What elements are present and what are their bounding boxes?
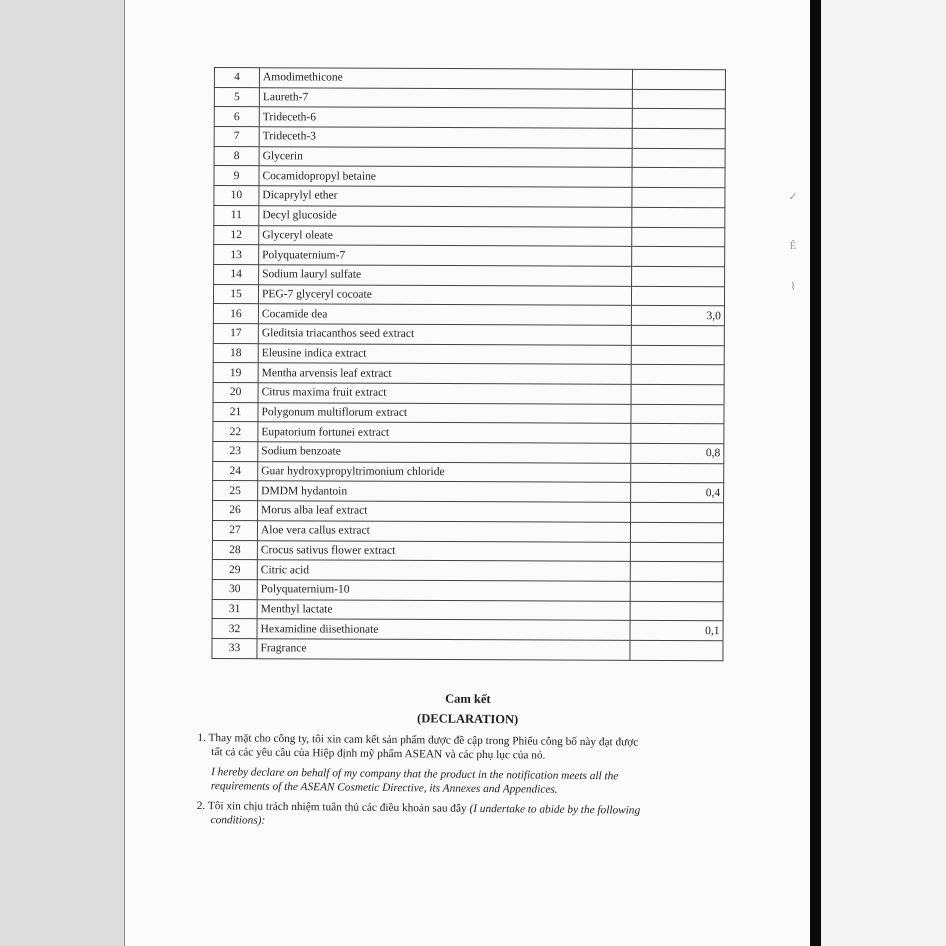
row-number-cell: 32 <box>212 619 257 639</box>
ingredient-name-cell: Glyceryl oleate <box>259 225 632 246</box>
concentration-cell <box>631 325 724 345</box>
concentration-cell <box>632 109 725 129</box>
table-row <box>212 599 723 621</box>
ingredient-name-cell: Eleusine indica extract <box>258 343 631 364</box>
ingredient-name-cell: Morus alba leaf extract <box>258 501 631 522</box>
ingredient-name-cell: Citric acid <box>257 560 630 581</box>
table-row <box>214 68 725 90</box>
ingredient-name-cell: Guar hydroxypropyltrimonium chloride <box>258 461 631 482</box>
declaration-item-1-en-line-1: I hereby declare on behalf of my company that the product in the notification meets all the <box>211 766 619 783</box>
ingredient-name-cell: Polyquaternium-7 <box>259 245 632 266</box>
row-number-cell: 30 <box>212 579 257 599</box>
row-number-cell: 18 <box>213 343 258 363</box>
margin-stamp-mark: ✓ <box>788 191 798 203</box>
ingredient-name-cell: Glycerin <box>259 146 632 167</box>
concentration-cell <box>630 601 723 621</box>
row-number-cell: 19 <box>213 363 258 383</box>
ingredient-name-cell: Decyl glucoside <box>259 206 632 227</box>
ingredient-name-cell: Menthyl lactate <box>257 599 630 620</box>
row-number-cell: 21 <box>213 402 258 422</box>
table-row <box>214 205 725 227</box>
table-row <box>214 107 725 129</box>
ingredient-name-cell: Fragrance <box>257 639 630 660</box>
table-row <box>213 501 724 523</box>
row-number-cell: 7 <box>214 127 259 147</box>
table-row <box>214 264 725 286</box>
table-row <box>214 245 725 267</box>
ingredient-name-cell: Trideceth-3 <box>259 127 632 148</box>
margin-stamp-mark: ⌇ <box>790 281 796 293</box>
ingredients-table-body <box>212 68 726 661</box>
concentration-cell <box>632 148 725 168</box>
table-row <box>214 225 725 247</box>
table-row <box>214 166 725 188</box>
table-row <box>212 638 723 660</box>
ingredient-name-cell: Sodium lauryl sulfate <box>259 265 632 286</box>
ingredient-name-cell: Polyquaternium-10 <box>257 580 630 601</box>
row-number-cell: 12 <box>214 225 259 245</box>
concentration-cell <box>632 227 725 247</box>
concentration-cell <box>632 247 725 267</box>
declaration-item-2-en: (I undertake to abide by the following <box>469 802 641 817</box>
table-row <box>214 87 725 109</box>
concentration-cell: 0,8 <box>631 443 724 463</box>
concentration-cell <box>631 286 724 306</box>
row-number-cell: 23 <box>213 442 258 462</box>
table-row <box>213 343 724 365</box>
row-number-cell: 11 <box>214 205 259 225</box>
declaration-item-2-line-2: conditions): <box>210 814 266 827</box>
row-number-cell: 33 <box>212 638 257 658</box>
concentration-cell <box>631 502 724 522</box>
declaration-item-1-en-line-2: requirements of the ASEAN Cosmetic Directive, its Annexes and Appendices. <box>210 780 558 796</box>
table-row <box>212 579 723 601</box>
concentration-cell <box>630 562 723 582</box>
concentration-cell <box>630 581 723 601</box>
concentration-cell <box>630 522 723 542</box>
declaration-item-1-vi-line-2: tất cả các yêu cầu của Hiệp định mỹ phẩm ASEAN và các phụ lục của nó. <box>211 746 546 762</box>
row-number-cell: 22 <box>213 422 258 442</box>
table-row <box>213 284 724 306</box>
concentration-cell <box>632 207 725 227</box>
ingredient-name-cell: DMDM hydantoin <box>258 481 631 502</box>
row-number-cell: 8 <box>214 146 259 166</box>
declaration-item-1-vi-line-1: 1. Thay mặt cho công ty, tôi xin cam kết sản phẩm được đề cập trong Phiếu công bố này đạt được <box>197 731 639 749</box>
concentration-cell <box>631 365 724 385</box>
ingredients-table <box>211 67 726 661</box>
right-background <box>821 0 946 946</box>
concentration-cell <box>632 89 725 109</box>
declaration-section <box>197 687 738 833</box>
ingredient-name-cell: Laureth-7 <box>259 87 632 108</box>
concentration-cell <box>631 463 724 483</box>
left-background <box>0 0 124 946</box>
concentration-cell <box>631 384 724 404</box>
row-number-cell: 28 <box>212 540 257 560</box>
ingredient-name-cell: Crocus sativus flower extract <box>257 540 630 561</box>
concentration-cell <box>632 168 725 188</box>
table-row <box>213 304 724 326</box>
declaration-subtitle: (DECLARATION) <box>417 711 519 727</box>
row-number-cell: 10 <box>214 186 259 206</box>
row-number-cell: 20 <box>213 382 258 402</box>
row-number-cell: 5 <box>214 87 259 107</box>
ingredient-name-cell: Mentha arvensis leaf extract <box>258 363 631 384</box>
concentration-cell: 0,4 <box>631 483 724 503</box>
table-row <box>213 323 724 345</box>
ingredient-name-cell: Sodium benzoate <box>258 442 631 463</box>
table-row <box>214 127 725 149</box>
table-row <box>214 146 725 168</box>
row-number-cell: 9 <box>214 166 259 186</box>
ingredient-name-cell: Polygonum multiflorum extract <box>258 402 631 423</box>
row-number-cell: 27 <box>212 520 257 540</box>
row-number-cell: 24 <box>213 461 258 481</box>
page-edge-shadow <box>810 0 821 946</box>
concentration-cell <box>630 542 723 562</box>
table-row <box>213 422 724 444</box>
ingredient-name-cell: PEG-7 glyceryl cocoate <box>258 284 631 305</box>
row-number-cell: 6 <box>214 107 259 127</box>
concentration-cell <box>632 128 725 148</box>
ingredient-name-cell: Eupatorium fortunei extract <box>258 422 631 443</box>
row-number-cell: 29 <box>212 560 257 580</box>
row-number-cell: 13 <box>214 245 259 265</box>
declaration-item-2-vi: 2. Tôi xin chịu trách nhiệm tuân thủ các điều khoản sau đây <box>196 799 470 815</box>
ingredient-name-cell: Citrus maxima fruit extract <box>258 383 631 404</box>
concentration-cell: 3,0 <box>631 306 724 326</box>
row-number-cell: 4 <box>214 68 259 88</box>
row-number-cell: 31 <box>212 599 257 619</box>
concentration-cell <box>632 187 725 207</box>
row-number-cell: 17 <box>213 323 258 343</box>
table-row <box>212 540 723 562</box>
row-number-cell: 16 <box>213 304 258 324</box>
concentration-cell <box>630 640 723 660</box>
ingredient-name-cell: Dicaprylyl ether <box>259 186 632 207</box>
ingredient-name-cell: Amodimethicone <box>259 68 632 89</box>
table-row <box>213 363 724 385</box>
table-row <box>213 461 724 483</box>
table-row <box>213 442 724 464</box>
ingredient-name-cell: Cocamide dea <box>258 304 631 325</box>
declaration-title: Cam kết <box>445 691 491 707</box>
ingredient-name-cell: Hexamidine diisethionate <box>257 619 630 640</box>
table-row <box>213 382 724 404</box>
ingredient-name-cell: Aloe vera callus extract <box>257 521 630 542</box>
table-row <box>212 520 723 542</box>
concentration-cell <box>632 69 725 89</box>
table-row <box>213 481 724 503</box>
concentration-cell <box>632 266 725 286</box>
margin-stamp-mark: Ê <box>789 240 797 252</box>
ingredient-name-cell: Cocamidopropyl betaine <box>259 166 632 187</box>
table-row <box>212 560 723 582</box>
row-number-cell: 25 <box>213 481 258 501</box>
table-row <box>213 402 724 424</box>
table-row <box>214 186 725 208</box>
concentration-cell <box>631 404 724 424</box>
row-number-cell: 14 <box>214 264 259 284</box>
concentration-cell <box>631 424 724 444</box>
ingredient-name-cell: Trideceth-6 <box>259 107 632 128</box>
ingredient-name-cell: Gleditsia triacanthos seed extract <box>258 324 631 345</box>
table-row <box>212 619 723 641</box>
concentration-cell <box>631 345 724 365</box>
row-number-cell: 26 <box>213 501 258 521</box>
row-number-cell: 15 <box>213 284 258 304</box>
concentration-cell: 0,1 <box>630 621 723 641</box>
